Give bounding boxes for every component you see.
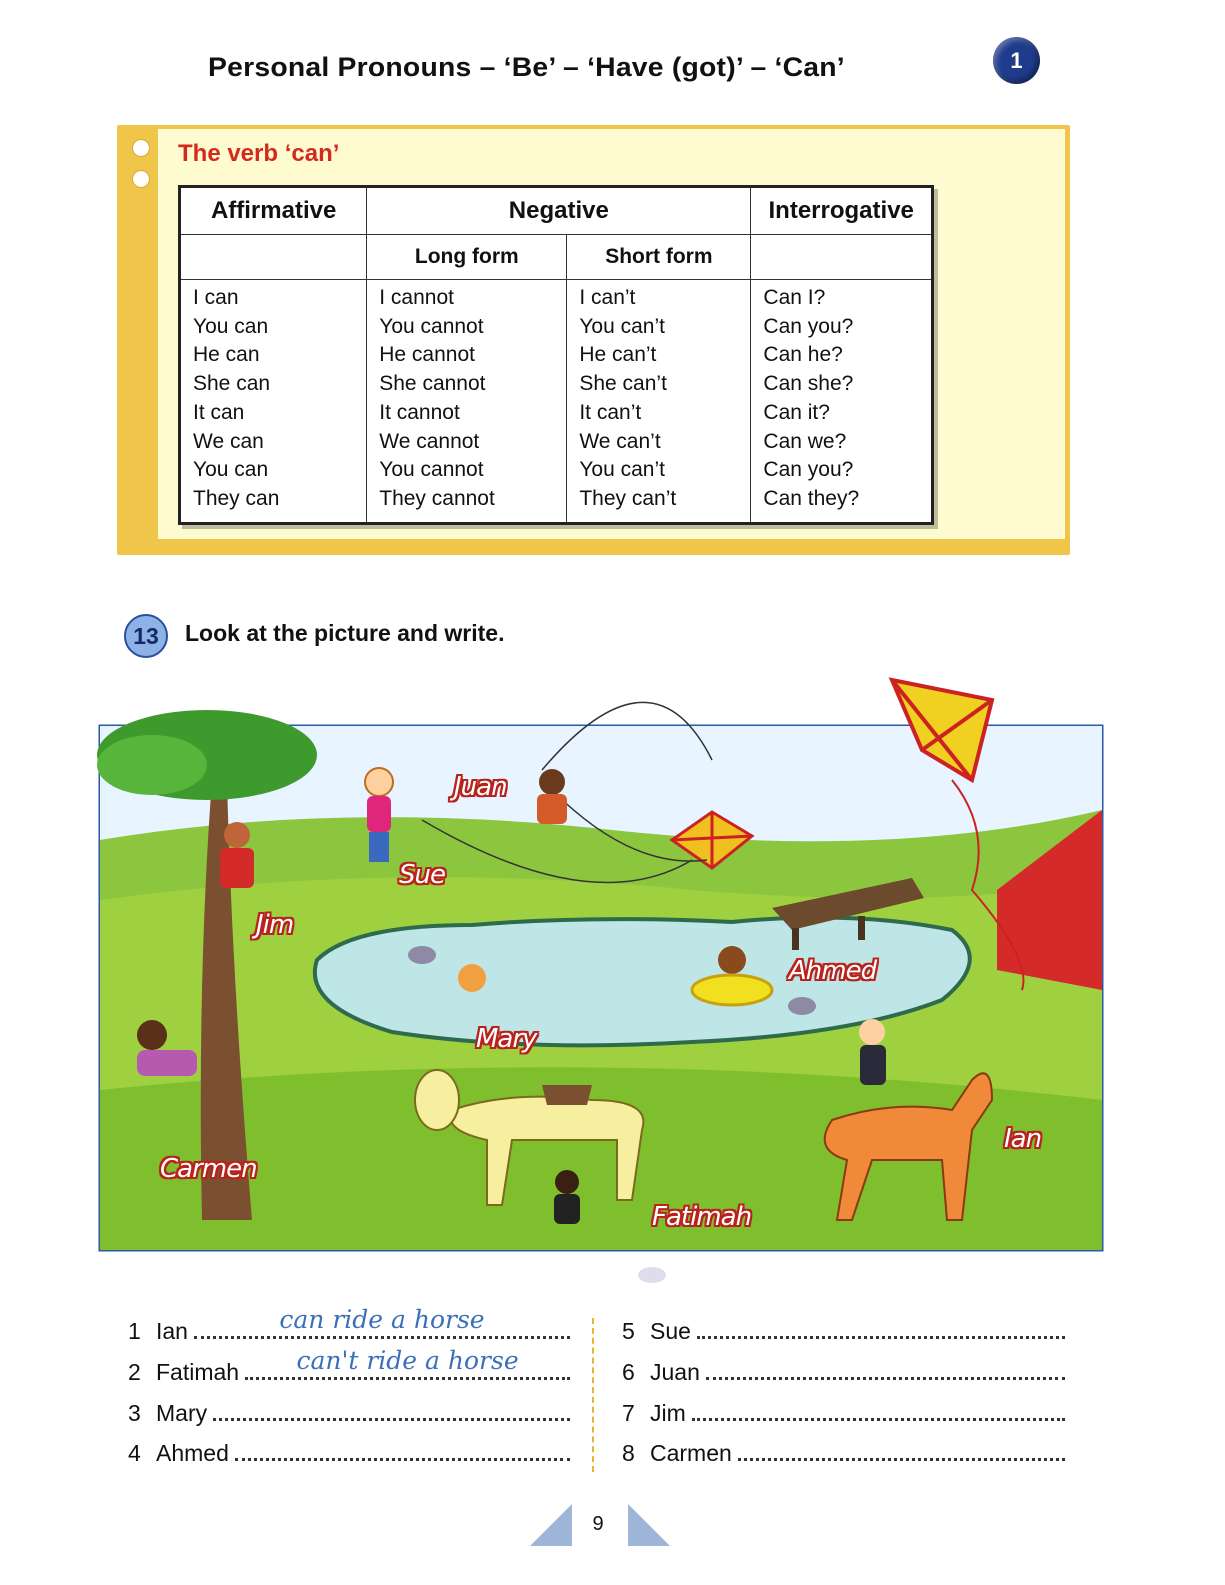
label-ahmed: Ahmed [789,956,877,986]
table-cell: He can [193,343,260,367]
answer-line-6[interactable] [622,1359,1065,1386]
item-name: Carmen [650,1440,732,1466]
table-cell: Can he? [763,343,843,367]
table-cell: Can it? [763,400,830,424]
header-negative: Negative [367,187,751,235]
park-illustration [92,660,1192,1310]
page-number: 9 [592,1513,604,1535]
answer-line-3[interactable] [128,1400,570,1427]
park-scene-image [92,660,1192,1310]
item-number: 2 [128,1359,141,1385]
item-name: Jim [650,1400,686,1426]
answer-field[interactable] [245,1346,570,1380]
table-cell: We can [193,429,264,453]
table-cell: He cannot [379,343,475,367]
table-cell: Can they? [763,486,860,510]
table-cell: You can’t [579,314,665,338]
answer-line-7[interactable] [622,1400,1065,1427]
table-cell: You can’t [579,458,665,482]
label-carmen: Carmen [160,1154,257,1184]
item-name: Ian [156,1318,188,1344]
answer-field[interactable] [697,1322,1065,1339]
handwritten-answer: can ride a horse [279,1305,485,1334]
answer-field[interactable] [738,1444,1065,1461]
answer-field[interactable] [213,1404,570,1421]
item-number: 4 [128,1440,141,1466]
binder-ring-icon [132,139,150,157]
answer-field[interactable] [235,1444,570,1461]
answer-field[interactable] [194,1305,570,1339]
table-cell: I can’t [579,286,636,309]
item-name: Juan [650,1359,700,1385]
answer-field[interactable] [692,1404,1065,1421]
subheader-blank [751,235,933,280]
table-cell: I cannot [379,286,454,309]
subheader-short-form: Short form [567,235,751,280]
label-jim: Jim [256,910,294,940]
grammar-table [178,185,934,525]
table-cell: It cannot [379,400,460,424]
answer-line-2[interactable] [128,1346,570,1386]
grammar-box-title: The verb ‘can’ [178,140,340,167]
affirmative-column [180,280,367,524]
answer-field[interactable] [706,1363,1065,1380]
item-name: Fatimah [156,1359,240,1385]
page-title: Personal Pronouns – ‘Be’ – ‘Have (got)’ – ‘Can’ [208,52,845,82]
table-cell: Can you? [763,314,854,338]
table-cell: It can’t [579,400,642,424]
table-cell: It can [193,400,245,424]
label-mary: Mary [476,1024,537,1054]
item-number: 1 [128,1318,141,1344]
exercise-instruction: Look at the picture and write. [185,620,505,646]
answer-line-1[interactable] [128,1305,570,1345]
subheader-long-form: Long form [367,235,567,280]
label-ian: Ian [1004,1124,1042,1154]
table-cell: They cannot [379,486,495,510]
table-cell: We can’t [579,429,661,453]
header-interrogative: Interrogative [751,187,933,235]
item-name: Sue [650,1318,691,1344]
label-sue: Sue [399,860,445,890]
header-affirmative: Affirmative [180,187,367,235]
table-cell: Can I? [763,286,826,309]
table-cell: She cannot [379,372,486,396]
item-name: Ahmed [156,1440,229,1466]
label-fatimah: Fatimah [652,1202,752,1232]
column-divider [592,1318,594,1472]
table-cell: You can [193,458,269,482]
table-cell: You cannot [379,458,484,482]
label-juan: Juan [454,772,507,802]
table-cell: She can’t [579,372,667,396]
binder-ring-icon [132,170,150,188]
table-cell: Can she? [763,372,854,396]
item-name: Mary [156,1400,208,1426]
answer-line-5[interactable] [622,1318,1065,1345]
unit-badge: 1 [993,37,1040,84]
table-cell: He can’t [579,343,657,367]
short-form-column [567,280,751,524]
table-cell: I can [193,286,239,309]
table-cell: She can [193,372,271,396]
item-number: 3 [128,1400,141,1426]
answer-line-8[interactable] [622,1440,1065,1467]
table-cell: Can we? [763,429,847,453]
item-number: 5 [622,1318,635,1344]
long-form-column [367,280,567,524]
interrogative-column [751,280,933,524]
item-number: 6 [622,1359,635,1385]
answer-line-4[interactable] [128,1440,570,1467]
table-cell: We cannot [379,429,480,453]
exercise-number-badge: 13 [124,614,168,658]
table-cell: You can [193,314,269,338]
table-cell: You cannot [379,314,484,338]
table-cell: They can’t [579,486,677,510]
subheader-blank [180,235,367,280]
table-cell: Can you? [763,458,854,482]
item-number: 8 [622,1440,635,1466]
table-cell: They can [193,486,280,510]
handwritten-answer: can't ride a horse [296,1346,519,1375]
item-number: 7 [622,1400,635,1426]
